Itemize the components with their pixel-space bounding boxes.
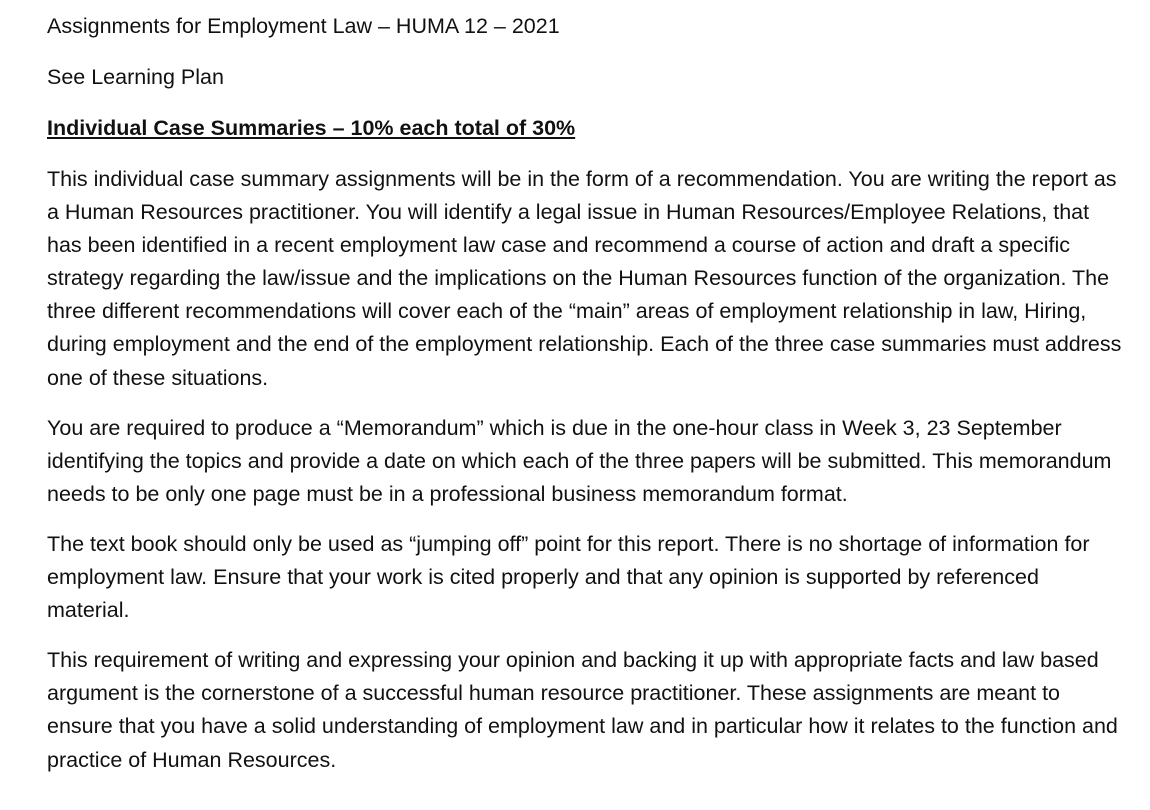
section-heading: Individual Case Summaries – 10% each total of 30% [47, 116, 576, 140]
see-learning-plan-text: See Learning Plan [47, 65, 224, 89]
paragraph-purpose: This requirement of writing and expressing your opinion and backing it up with appropriate facts and law based argument is the cornerstone of a successful human resource practitioner. These assignments are meant to ensure that you have a solid understanding of employment law and in particular how it relates to the function and practice of Human Resources. [47, 648, 1118, 772]
paragraph-memorandum-requirement: You are required to produce a “Memorandum” which is due in the one-hour class in Week 3, 23 September identifying the topics and provide a date on which each of the three papers will be submitted. This memorandum needs to be only one page must be in a professional business memorandum format. [47, 415, 1112, 506]
paragraph-textbook-guidance: The text book should only be used as “jumping off” point for this report. There is no shortage of information for employment law. Ensure that your work is cited properly and that any opinion is supported by referenced material. [47, 531, 1090, 623]
document-page [47, 10, 1122, 777]
paragraph-case-summary-overview: This individual case summary assignments will be in the form of a recommendation. You are writing the report as a Human Resources practitioner. You will identify a legal issue in Human Resources/Employee Relations, that has been identified in a recent employment law case and recommend a course of action and draft a specific strategy regarding the law/issue and the implications on the Human Resources function of the organization. The three different recommendations will cover each of the “main” areas of employment relationship in law, Hiring, during employment and the end of the employment relationship. Each of the three case summaries must address one of these situations. [47, 167, 1122, 390]
document-title: Assignments for Employment Law – HUMA 12 – 2021 [47, 14, 560, 38]
